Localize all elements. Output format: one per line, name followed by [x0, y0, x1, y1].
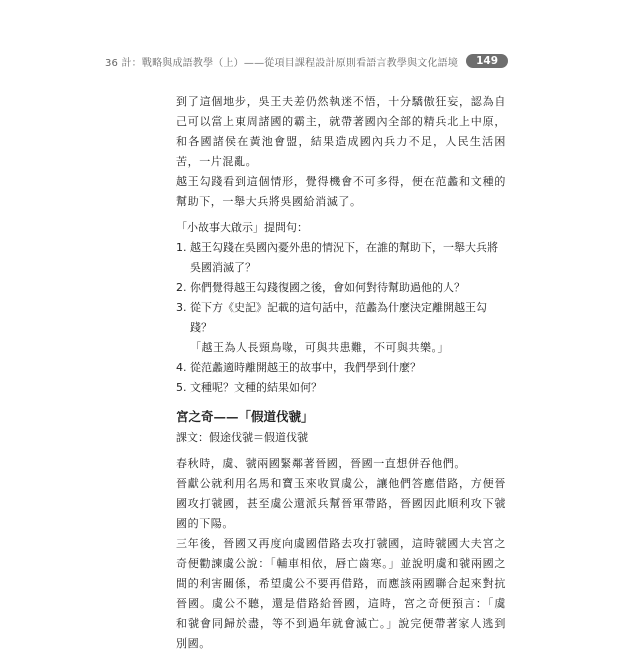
running-header	[104, 52, 508, 70]
question-list	[176, 238, 506, 338]
question-text: 從下方《史記》記載的這句話中，范蠡為什麼決定離開越王勾踐？	[190, 301, 487, 334]
question-number: 1.	[176, 241, 187, 254]
question-item	[176, 278, 506, 298]
section-paragraph: 春秋時，虞、虢兩國緊鄰著晉國，晉國一直想併吞他們。	[176, 457, 466, 470]
question-text: 越王勾踐在吳國內憂外患的情況下，在誰的幫助下，一舉大兵將吳國消滅了？	[190, 241, 498, 274]
story-paragraph: 到了這個地步，吳王夫差仍然執迷不悟，十分驕傲狂妄，認為自己可以當上東周諸國的霸主，就帶著國內全部的精兵北上中原，和各國諸侯在黃池會盟，結果造成國內兵力不足，人民生活困苦，一片混亂。	[176, 95, 506, 168]
question-text: 文種呢？文種的結果如何？	[190, 381, 322, 394]
question-list-continued	[176, 358, 506, 398]
question-number: 4.	[176, 361, 187, 374]
section-paragraph: 晉獻公就利用名馬和寶玉來收買虞公，讓他們答應借路，方便晉國攻打虢國，甚至虞公還派兵幫晉軍帶路，晉國因此順利攻下虢國的下陽。	[176, 477, 506, 530]
section-title: 宮之奇——「假道伐虢」	[176, 409, 314, 424]
page-number-badge: 149	[466, 54, 508, 68]
question-item	[176, 358, 506, 378]
question-item	[176, 378, 506, 398]
question-item	[176, 298, 506, 338]
question-number: 2.	[176, 281, 187, 294]
shiji-quote: 「越王為人長頸鳥喙，可與共患難，不可與共樂。」	[190, 341, 449, 354]
question-text: 你們覺得越王勾踐復國之後，會如何對待幫助過他的人？	[190, 281, 465, 294]
story-paragraph: 越王勾踐看到這個情形，覺得機會不可多得，便在范蠡和文種的幫助下，一舉大兵將吳國給消滅了。	[176, 175, 506, 208]
questions-heading: 「小故事大啟示」提問句：	[176, 221, 308, 234]
question-number: 3.	[176, 301, 187, 314]
running-title: 36 計：戰略與成語教學（上）——從項目課程設計原則看語言教學與文化語境	[104, 57, 459, 69]
page-body	[176, 92, 506, 654]
question-text: 從范蠡適時離開越王的故事中，我們學到什麼？	[190, 361, 421, 374]
question-number: 5.	[176, 381, 187, 394]
section-paragraph: 三年後，晉國又再度向虞國借路去攻打虢國，這時虢國大夫宮之奇便勸諫虞公說：「輔車相依，唇亡齒寒。」並說明虞和虢兩國之間的利害關係，希望虞公不要再借路，而應該兩國聯合起來對抗晉國。虞公不聽，還是借路給晉國，這時，宮之奇便預言：「虞和虢會同歸於盡，等不到過年就會滅亡。」說完便帶著家人逃到別國。	[176, 537, 506, 650]
question-item	[176, 238, 506, 278]
section-subtitle: 課文：假途伐虢＝假道伐虢	[176, 431, 308, 444]
